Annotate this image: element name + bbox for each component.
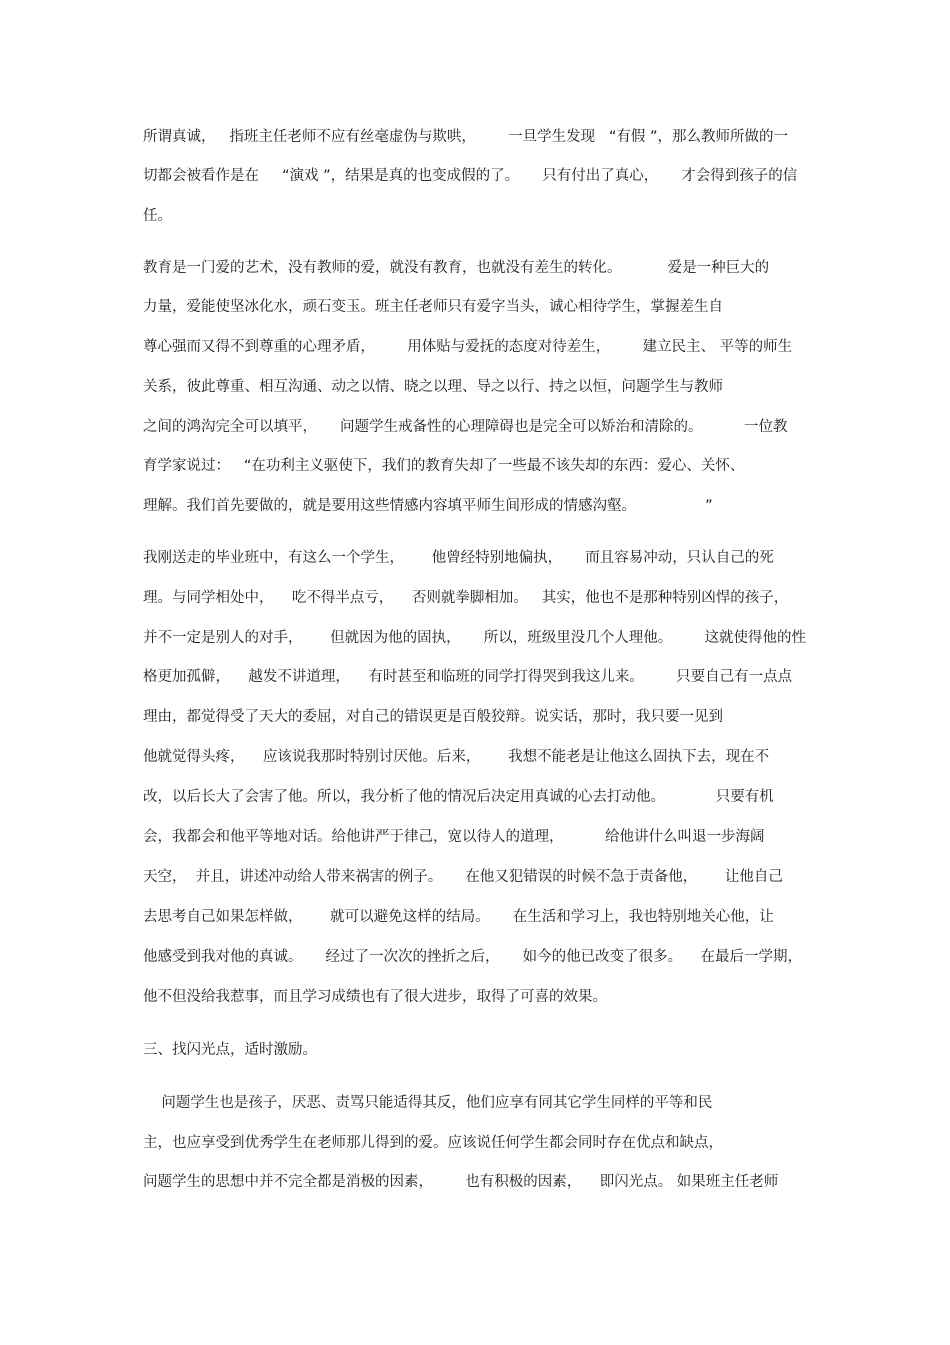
text-line: 切都会被看作是在 “演戏 ”，结果是真的也变成假的了。 只有付出了真心， 才会得到孩子的信: [143, 168, 798, 184]
text-line: 他感受到我对他的真诚。 经过了一次次的挫折之后， 如今的他已改变了很多。 在最后一学期，: [143, 949, 803, 965]
text-line: 他就觉得头疼， 应该说我那时特别讨厌他。后来， 我想不能老是让他这么固执下去，现在不: [143, 749, 770, 765]
text-line: 关系，彼此尊重、相互沟通、动之以情、晓之以理、导之以行、持之以恒，问题学生与教师: [143, 379, 723, 395]
text-line: 并不一定是别人的对手， 但就因为他的固执， 所以，班级里没几个人理他。 这就使得他的性: [143, 630, 806, 646]
text-line: 会，我都会和他平等地对话。给他讲严于律己，宽以待人的道理， 给他讲什么叫退一步海阔: [143, 829, 765, 845]
section-heading: 三、找闪光点，适时激励。: [143, 1042, 317, 1058]
text-line: 理解。我们首先要做的，就是要用这些情感内容填平师生间形成的情感沟壑。 ”: [143, 498, 713, 514]
text-line: 育学家说过： “在功利主义驱使下，我们的教育失却了一些最不该失却的东西：爱心、关怀、: [143, 458, 745, 474]
text-line: 之间的鸿沟完全可以填平， 问题学生戒备性的心理障碍也是完全可以矫治和清除的。 一位教: [143, 419, 788, 435]
text-line: 主，也应享受到优秀学生在老师那儿得到的爱。应该说任何学生都会同时存在优点和缺点，: [143, 1135, 723, 1151]
text-line: 力量，爱能使坚冰化水，顽石变玉。班主任老师只有爱字当头，诚心相待学生，掌握差生自: [143, 299, 723, 315]
text-line: 问题学生的思想中并不完全都是消极的因素， 也有积极的因素， 即闪光点。 如果班主任老师: [143, 1174, 779, 1190]
text-line: 他不但没给我惹事，而且学习成绩也有了很大进步，取得了可喜的效果。: [143, 989, 607, 1005]
text-line: 格更加孤僻， 越发不讲道理， 有时甚至和临班的同学打得哭到我这儿来。 只要自己有一点点: [143, 669, 793, 685]
text-line: 去思考自己如果怎样做， 就可以避免这样的结局。 在生活和学习上，我也特别地关心他，让: [143, 909, 774, 925]
text-line: 我刚送走的毕业班中，有这么一个学生， 他曾经特别地偏执， 而且容易冲动，只认自己的死: [143, 550, 774, 566]
text-line: 任。: [143, 208, 172, 224]
text-line: 所谓真诚， 指班主任老师不应有丝毫虚伪与欺哄， 一旦学生发现 “有假 ”，那么教师所做的一: [143, 129, 789, 145]
text-line: 教育是一门爱的艺术，没有教师的爱，就没有教育，也就没有差生的转化。 爱是一种巨大的: [143, 260, 770, 276]
text-line: 尊心强而又得不到尊重的心理矛盾， 用体贴与爱抚的态度对待差生， 建立民主、 平等的师生: [143, 339, 793, 355]
text-line: 理。与同学相处中， 吃不得半点亏， 否则就拳脚相加。 其实，他也不是那种特别凶悍的孩子，: [143, 590, 789, 606]
text-line: 问题学生也是孩子，厌恶、责骂只能适得其反，他们应享有同其它学生同样的平等和民: [143, 1095, 713, 1111]
text-line: 理由，都觉得受了天大的委屈，对自己的错误更是百般狡辩。说实话，那时，我只要一见到: [143, 709, 723, 725]
text-line: 天空， 并且，讲述冲动给人带来祸害的例子。 在他又犯错误的时候不急于责备他， 让他自己: [143, 869, 783, 885]
text-line: 改，以后长大了会害了他。所以，我分析了他的情况后决定用真诚的心去打动他。 只要有机: [143, 789, 774, 805]
